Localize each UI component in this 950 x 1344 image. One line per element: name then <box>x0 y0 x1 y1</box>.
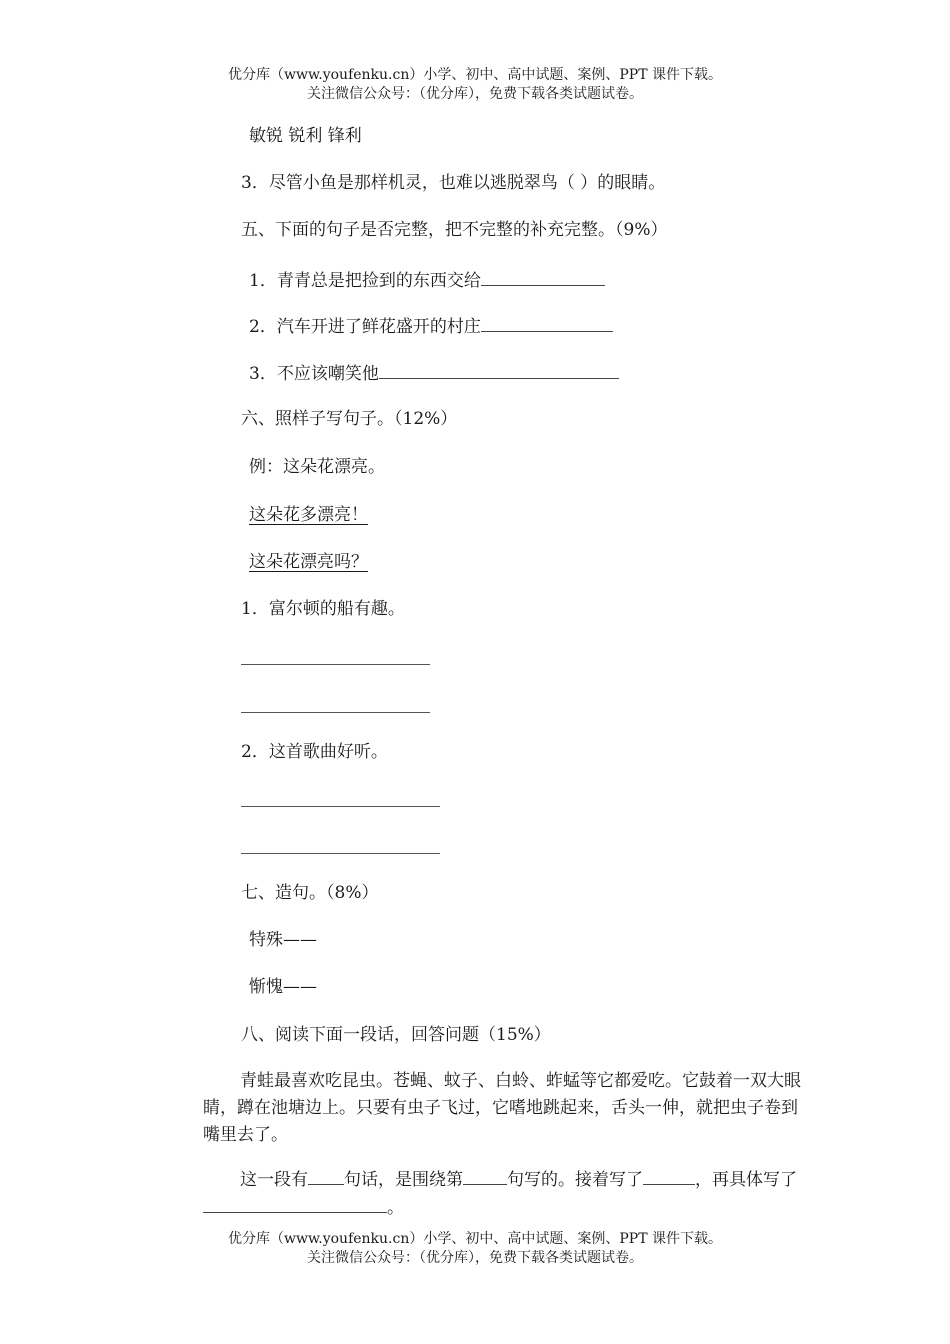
s5-item-3 <box>249 360 619 386</box>
s6-item-2: 2．这首歌曲好听。 <box>241 742 388 762</box>
s8-q-blank-4[interactable] <box>203 1194 387 1213</box>
s6-item-2-answer-line-2[interactable] <box>241 853 440 854</box>
s7-word-2: 惭愧—— <box>249 977 317 997</box>
s8-q-part-1: 这一段有 <box>240 1170 308 1190</box>
section8-title: 八、阅读下面一段话，回答问题（15%） <box>241 1025 551 1045</box>
s6-item-2-answer-line-1[interactable] <box>241 806 440 807</box>
s5-item-1-text: 1．青青总是把捡到的东西交给 <box>249 271 481 291</box>
s5-item-2-text: 2．汽车开进了鲜花盛开的村庄 <box>249 317 481 337</box>
s6-example-answer-2: 这朵花漂亮吗？ <box>249 552 368 572</box>
s5-item-1 <box>249 267 605 293</box>
s7-word-1: 特殊—— <box>249 930 317 950</box>
section5-title: 五、下面的句子是否完整，把不完整的补充完整。（9%） <box>241 220 668 240</box>
s5-item-3-text: 3．不应该嘲笑他 <box>249 364 379 384</box>
s6-example-answer-1: 这朵花多漂亮！ <box>249 505 368 525</box>
s6-example-label: 例：这朵花漂亮。 <box>249 457 385 477</box>
s8-q-blank-1[interactable] <box>308 1166 344 1185</box>
word-options: 敏锐 锐利 锋利 <box>249 126 362 146</box>
s5-item-3-blank[interactable] <box>379 360 619 379</box>
s8-q-blank-2[interactable] <box>463 1166 507 1185</box>
s8-q-part-4: ，再具体写了 <box>695 1170 797 1190</box>
page-footer <box>0 1230 950 1268</box>
s8-question <box>203 1166 803 1222</box>
s6-item-1: 1．富尔顿的船有趣。 <box>241 599 405 619</box>
page-header <box>0 66 950 104</box>
s8-passage: 青蛙最喜欢吃昆虫。苍蝇、蚊子、白蛉、蚱蜢等它都爱吃。它鼓着一双大眼睛，蹲在池塘边上。只要有虫子飞过，它嗜地跳起来，舌头一伸，就把虫子卷到嘴里去了。 <box>203 1071 801 1145</box>
header-line-1: 优分库（www.youfenku.cn）小学、初中、高中试题、案例、PPT 课件下载。 <box>227 67 722 83</box>
q4-item-3: 3．尽管小鱼是那样机灵，也难以逃脱翠鸟（ ）的眼睛。 <box>241 173 666 193</box>
s6-item-1-answer-line-2[interactable] <box>241 712 430 713</box>
footer-line-2: 关注微信公众号：（优分库），免费下载各类试题试卷。 <box>307 1250 643 1266</box>
s5-item-2-blank[interactable] <box>481 313 613 332</box>
s8-q-blank-3[interactable] <box>643 1166 695 1185</box>
footer-line-1: 优分库（www.youfenku.cn）小学、初中、高中试题、案例、PPT 课件下载。 <box>227 1231 722 1247</box>
s6-item-1-answer-line-1[interactable] <box>241 664 430 665</box>
s5-item-1-blank[interactable] <box>481 267 605 286</box>
s8-q-part-5: 。 <box>387 1198 404 1218</box>
s5-item-2 <box>249 313 613 339</box>
s8-q-part-2: 句话，是围绕第 <box>344 1170 463 1190</box>
section7-title: 七、造句。（8%） <box>241 883 379 903</box>
section6-title: 六、照样子写句子。（12%） <box>241 409 458 429</box>
header-line-2: 关注微信公众号：（优分库），免费下载各类试题试卷。 <box>307 86 643 102</box>
s8-q-part-3: 句写的。接着写了 <box>507 1170 643 1190</box>
